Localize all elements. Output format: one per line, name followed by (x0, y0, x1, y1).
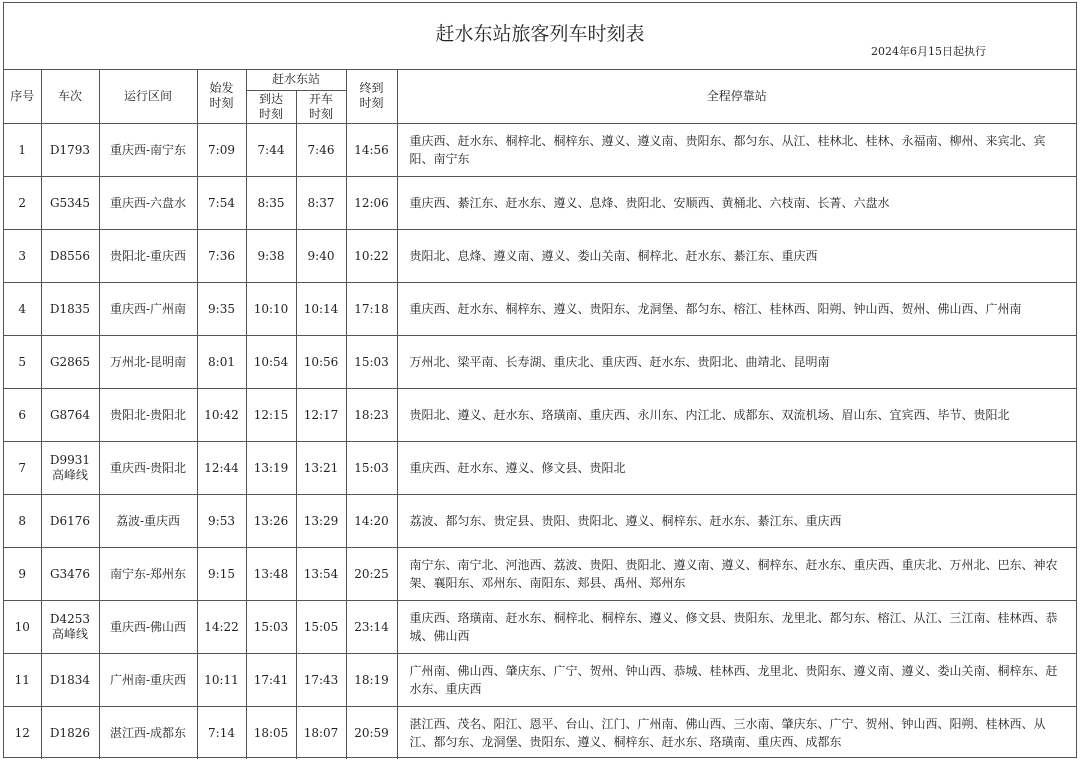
train-number: D1834 (41, 653, 99, 706)
table-row (4, 653, 1076, 706)
table-row (4, 282, 1076, 335)
table-row (4, 388, 1076, 441)
table-row (4, 176, 1076, 229)
arrive-time: 8:35 (246, 176, 296, 229)
depart-time: 18:07 (296, 706, 346, 759)
terminal-time: 23:14 (346, 600, 397, 653)
origin-time: 8:01 (197, 335, 246, 388)
header-stops: 全程停靠站 (397, 70, 1076, 123)
arrive-time: 13:26 (246, 494, 296, 547)
terminal-time: 20:25 (346, 547, 397, 600)
table-row (4, 441, 1076, 494)
train-number: G5345 (41, 176, 99, 229)
row-index: 4 (4, 282, 41, 335)
table-row (4, 547, 1076, 600)
terminal-time: 17:18 (346, 282, 397, 335)
row-index: 6 (4, 388, 41, 441)
table-row (4, 123, 1076, 176)
depart-time: 13:54 (296, 547, 346, 600)
header-terminal-time (346, 70, 397, 123)
arrive-time: 7:44 (246, 123, 296, 176)
row-index: 12 (4, 706, 41, 759)
route: 重庆西-南宁东 (99, 123, 197, 176)
origin-time: 9:35 (197, 282, 246, 335)
train-number-line: 高峰线 (51, 467, 88, 482)
stops: 南宁东、南宁北、河池西、荔波、贵阳、贵阳北、遵义南、遵义、桐梓东、赶水东、重庆西、重庆北、万州北、巴东、神农架、襄阳东、邓州东、南阳东、郏县、禹州、郑州东 (397, 547, 1076, 600)
timetable (4, 70, 1076, 759)
header-index: 序号 (4, 70, 41, 123)
row-index: 2 (4, 176, 41, 229)
depart-time: 10:14 (296, 282, 346, 335)
table-row (4, 600, 1076, 653)
row-index: 3 (4, 229, 41, 282)
row-index: 8 (4, 494, 41, 547)
stops: 广州南、佛山西、肇庆东、广宁、贺州、钟山西、恭城、桂林西、龙里北、贵阳东、遵义南、遵义、娄山关南、桐梓东、赶水东、重庆西 (397, 653, 1076, 706)
route: 万州北-昆明南 (99, 335, 197, 388)
origin-time: 14:22 (197, 600, 246, 653)
table-row (4, 706, 1076, 759)
arrive-time: 18:05 (246, 706, 296, 759)
train-number: D1826 (41, 706, 99, 759)
table-row (4, 335, 1076, 388)
terminal-time: 10:22 (346, 229, 397, 282)
stops: 万州北、梁平南、长寿湖、重庆北、重庆西、赶水东、贵阳北、曲靖北、昆明南 (397, 335, 1076, 388)
origin-time: 7:54 (197, 176, 246, 229)
stops: 荔波、都匀东、贵定县、贵阳、贵阳北、遵义、桐梓东、赶水东、綦江东、重庆西 (397, 494, 1076, 547)
arrive-time: 9:38 (246, 229, 296, 282)
train-number: D1835 (41, 282, 99, 335)
route: 南宁东-郑州东 (99, 547, 197, 600)
train-number: G8764 (41, 388, 99, 441)
train-number: G2865 (41, 335, 99, 388)
table-row (4, 494, 1076, 547)
row-index: 9 (4, 547, 41, 600)
terminal-time: 12:06 (346, 176, 397, 229)
arrive-time: 13:48 (246, 547, 296, 600)
train-number-line: D4253 (49, 611, 91, 626)
stops: 重庆西、珞璜南、赶水东、桐梓北、桐梓东、遵义、修文县、贵阳东、龙里北、都匀东、榕江、从江、三江南、桂林西、恭城、佛山西 (397, 600, 1076, 653)
terminal-time: 14:56 (346, 123, 397, 176)
row-index: 1 (4, 123, 41, 176)
train-number: D6176 (41, 494, 99, 547)
origin-time: 9:53 (197, 494, 246, 547)
route: 重庆西-六盘水 (99, 176, 197, 229)
stops: 重庆西、赶水东、桐梓东、遵义、贵阳东、龙洞堡、都匀东、榕江、桂林西、阳朔、钟山西、贺州、佛山西、广州南 (397, 282, 1076, 335)
origin-time: 7:36 (197, 229, 246, 282)
header-route: 运行区间 (99, 70, 197, 123)
train-number (41, 600, 99, 653)
origin-time: 9:15 (197, 547, 246, 600)
origin-time: 10:42 (197, 388, 246, 441)
route: 贵阳北-贵阳北 (99, 388, 197, 441)
train-number: G3476 (41, 547, 99, 600)
stops: 贵阳北、遵义、赶水东、珞璜南、重庆西、永川东、内江北、成都东、双流机场、眉山东、宜宾西、毕节、贵阳北 (397, 388, 1076, 441)
page-title: 赶水东站旅客列车时刻表 (435, 23, 645, 45)
train-number: D8556 (41, 229, 99, 282)
train-number-line: 高峰线 (51, 626, 88, 641)
header-origin-time-label: 始发时刻 (209, 81, 234, 111)
arrive-time: 13:19 (246, 441, 296, 494)
depart-time: 8:37 (296, 176, 346, 229)
origin-time: 10:11 (197, 653, 246, 706)
stops: 重庆西、赶水东、桐梓北、桐梓东、遵义、遵义南、贵阳东、都匀东、从江、桂林北、桂林、永福南、柳州、来宾北、宾阳、南宁东 (397, 123, 1076, 176)
arrive-time: 15:03 (246, 600, 296, 653)
stops: 重庆西、赶水东、遵义、修文县、贵阳北 (397, 441, 1076, 494)
route: 广州南-重庆西 (99, 653, 197, 706)
row-index: 10 (4, 600, 41, 653)
depart-time: 13:29 (296, 494, 346, 547)
origin-time: 7:09 (197, 123, 246, 176)
stops: 湛江西、茂名、阳江、恩平、台山、江门、广州南、佛山西、三水南、肇庆东、广宁、贺州、钟山西、阳朔、桂林西、从江、都匀东、龙洞堡、贵阳东、遵义、桐梓东、赶水东、珞璜南、重庆西、成都东 (397, 706, 1076, 759)
header-depart-label: 开车时刻 (308, 91, 333, 121)
table-row (4, 229, 1076, 282)
terminal-time: 15:03 (346, 441, 397, 494)
terminal-time: 18:23 (346, 388, 397, 441)
stops: 重庆西、綦江东、赶水东、遵义、息烽、贵阳北、安顺西、黄桶北、六枝南、长菁、六盘水 (397, 176, 1076, 229)
effective-date: 2024年6月15日起执行 (871, 45, 986, 58)
timetable-document (3, 2, 1077, 758)
train-number (41, 441, 99, 494)
depart-time: 15:05 (296, 600, 346, 653)
depart-time: 12:17 (296, 388, 346, 441)
route: 贵阳北-重庆西 (99, 229, 197, 282)
depart-time: 7:46 (296, 123, 346, 176)
header-origin-time (197, 70, 246, 123)
header-station: 赶水东站 (246, 70, 346, 90)
route: 荔波-重庆西 (99, 494, 197, 547)
header-train: 车次 (41, 70, 99, 123)
train-number-line: D9931 (49, 452, 91, 467)
depart-time: 13:21 (296, 441, 346, 494)
depart-time: 17:43 (296, 653, 346, 706)
arrive-time: 17:41 (246, 653, 296, 706)
terminal-time: 14:20 (346, 494, 397, 547)
row-index: 5 (4, 335, 41, 388)
origin-time: 7:14 (197, 706, 246, 759)
header-terminal-time-label: 终到时刻 (359, 81, 384, 111)
depart-time: 9:40 (296, 229, 346, 282)
terminal-time: 15:03 (346, 335, 397, 388)
train-number: D1793 (41, 123, 99, 176)
row-index: 7 (4, 441, 41, 494)
depart-time: 10:56 (296, 335, 346, 388)
terminal-time: 18:19 (346, 653, 397, 706)
route: 重庆西-广州南 (99, 282, 197, 335)
arrive-time: 10:10 (246, 282, 296, 335)
stops: 贵阳北、息烽、遵义南、遵义、娄山关南、桐梓北、赶水东、綦江东、重庆西 (397, 229, 1076, 282)
terminal-time: 20:59 (346, 706, 397, 759)
route: 重庆西-佛山西 (99, 600, 197, 653)
row-index: 11 (4, 653, 41, 706)
title-row (4, 3, 1076, 70)
header-arrive-label: 到达时刻 (258, 91, 283, 121)
header-depart (296, 90, 346, 123)
header-arrive (246, 90, 296, 123)
route: 湛江西-成都东 (99, 706, 197, 759)
route: 重庆西-贵阳北 (99, 441, 197, 494)
arrive-time: 10:54 (246, 335, 296, 388)
arrive-time: 12:15 (246, 388, 296, 441)
origin-time: 12:44 (197, 441, 246, 494)
